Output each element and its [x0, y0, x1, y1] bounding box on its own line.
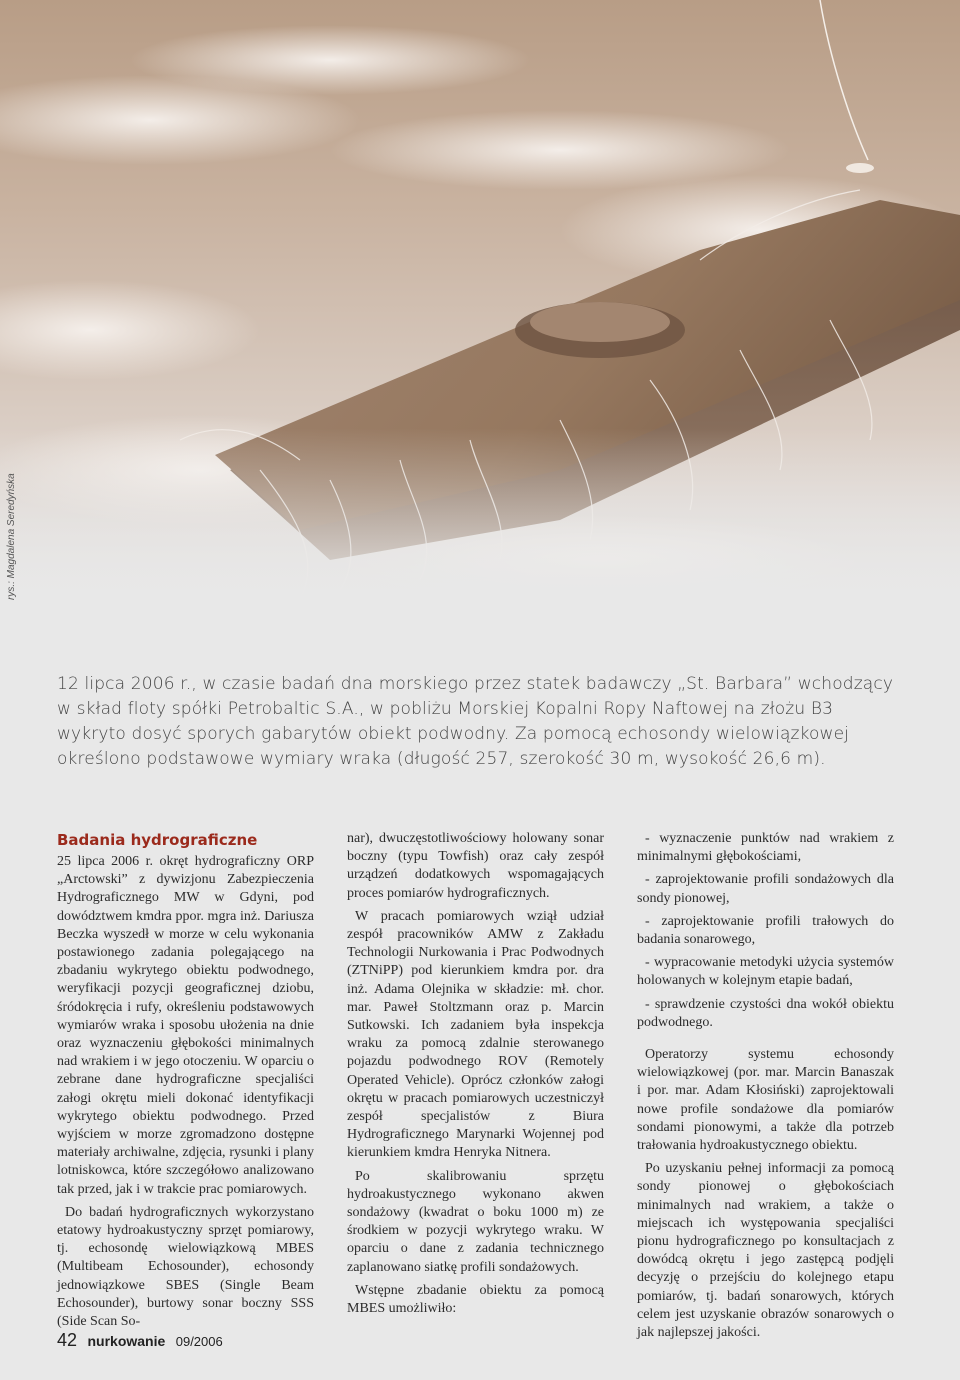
issue-number: 09/2006 — [175, 1334, 223, 1349]
article-column-2 — [347, 830, 604, 1323]
list-item: - zaprojektowanie profili trałowych do badania sonarowego, — [637, 913, 894, 948]
list-item: - wypracowanie metodyki użycia systemów holowanych w kolejnym etapie badań, — [637, 955, 894, 989]
wreck-illustration — [0, 0, 960, 612]
list-item: - wyznaczenie punktów nad wrakiem z minimalnymi głębokościami, — [637, 831, 894, 865]
section-title: Badania hydrograficzne — [57, 831, 258, 849]
page-footer — [57, 1330, 223, 1351]
article-paragraph: Do badań hydrograficznych wykorzystano etatowy hydroakustyczny sprzęt pomiarowy, tj. echosondę wielowiązkową MBES (Multibeam Echosounder), echosondy jednowiązkowe SBES (Single Beam Echosounder), burtowy sonar boczny SSS (Side Scan So- — [57, 1204, 314, 1330]
page-number: 42 — [57, 1330, 78, 1350]
illustration-credit: rys.: Magdalena Seredyńska — [6, 473, 17, 600]
list-item: - zaprojektowanie profili sondażowych dla sondy pionowej, — [637, 872, 894, 906]
magazine-name: nurkowanie — [87, 1333, 166, 1349]
article-column-1 — [57, 830, 314, 1336]
article-paragraph: Wstępne zbadanie obiektu za pomocą MBES umożliwiło: — [347, 1282, 604, 1317]
lead-paragraph — [57, 672, 907, 772]
article-column-3 — [637, 830, 894, 1347]
wreck-artwork — [0, 0, 960, 612]
list-item: - sprawdzenie czystości dna wokół obiektu podwodnego. — [637, 996, 894, 1030]
article-paragraph: W pracach pomiarowych wziął udział zespół pracowników AMW z Zakładu Technologii Nurkowania i Prac Podwodnych (ZTNiPP) pod kierunkiem kmdra por. dra inż. Adama Olejnika w składzie: mł. chor. mar. Paweł Stoltzmann oraz p. Marcin Sutkowski. Ich zadaniem była inspekcja wraku za pomocą zdalnie sterowanego pojazdu podwodnego ROV (Remotely Operated Vehicle). Oprócz członków załogi okrętu w pracach pomiarowych uczestniczył zespół specjalistów z Biura Hydrograficznego Marynarki Wojennej pod kierunkiem kmdra Henryka Nitnera. — [347, 908, 604, 1161]
article-paragraph: Po uzyskaniu pełnej informacji za pomocą sondy pionowej o głębokościach minimalnych nad wrakiem, a także o miejscach ich występowania specjaliści pionu hydrograficznego po konsultacjach z dowódcą okrętu i jego zastępcą podjęli decyzję o przejściu do kolejnego etapu pomiarów, tj. badań sonarowych, których celem jest uzyskanie obrazów sonarowych o jak najlepszej jakości. — [637, 1161, 894, 1341]
article-paragraph: 25 lipca 2006 r. okręt hydrograficzny ORP „Arctowski” z dywizjonu Zabezpieczenia Hydrograficznego MW w Gdyni, pod dowództwem kmdra ppor. mgra inż. Dariusza Beczka wyszedł w morze w celu wykonania postawionego zadania polegającego na zbadaniu wykrytego obiektu podwodnego, weryfikacji pozycji geograficznej dziobu, śródokręcia i rufy, określeniu podstawowych wymiarów wraka i sposobu ułożenia na dnie oraz wyznaczeniu głębokości minimalnych nad wrakiem i w jego otoczeniu. W oparciu o zebrane dane hydrograficzne specjaliści załogi okrętu mieli dokonać identyfikacji wykrytego obiektu podwodnego. Przed wyjściem w morze zgromadzono dostępne materiały archiwalne, zdjęcia, rysunki i plany lotniskowca, które szczegółowo analizowano tak przed, jak i w trakcie prac pomiarowych. — [57, 854, 314, 1197]
lead-text: 12 lipca 2006 r., w czasie badań dna morskiego przez statek badawczy „St. Barbara” wchodzący w skład floty spółki Petrobaltic S.A., w pobliżu Morskiej Kopalni Ropy Naftowej na złożu B3 wykryto dosyć sporych gabarytów obiekt podwodny. Za pomocą echosondy wielowiązkowej określono podstawowe wymiary wraka (długość 257, szerokość 30 m, wysokość 26,6 m). — [57, 674, 894, 769]
article-paragraph: Po skalibrowaniu sprzętu hydroakustycznego wykonano akwen sondażowy (kwadrat o boku 1000 m) ze środkiem w pozycji wykrytego wraku. W oparciu o dane z zadania technicznego zaplanowano siatkę profili sondażowych. — [347, 1168, 604, 1275]
article-paragraph: Operatorzy systemu echosondy wielowiązkowej (por. mar. Marcin Banaszak i por. mar. Adam Kłosiński) zaprojektowali nowe profile sondażowe dla pomiarów sondami pionowymi, a także dla potrzeb trałowania hydroakustycznego obiektu. — [637, 1047, 894, 1154]
article-paragraph: nar), dwuczęstotliwościowy holowany sonar boczny (typu Towfish) oraz cały zespół urządzeń dodatkowych wspomagających proces pomiarów hydrograficznych. — [347, 831, 604, 901]
